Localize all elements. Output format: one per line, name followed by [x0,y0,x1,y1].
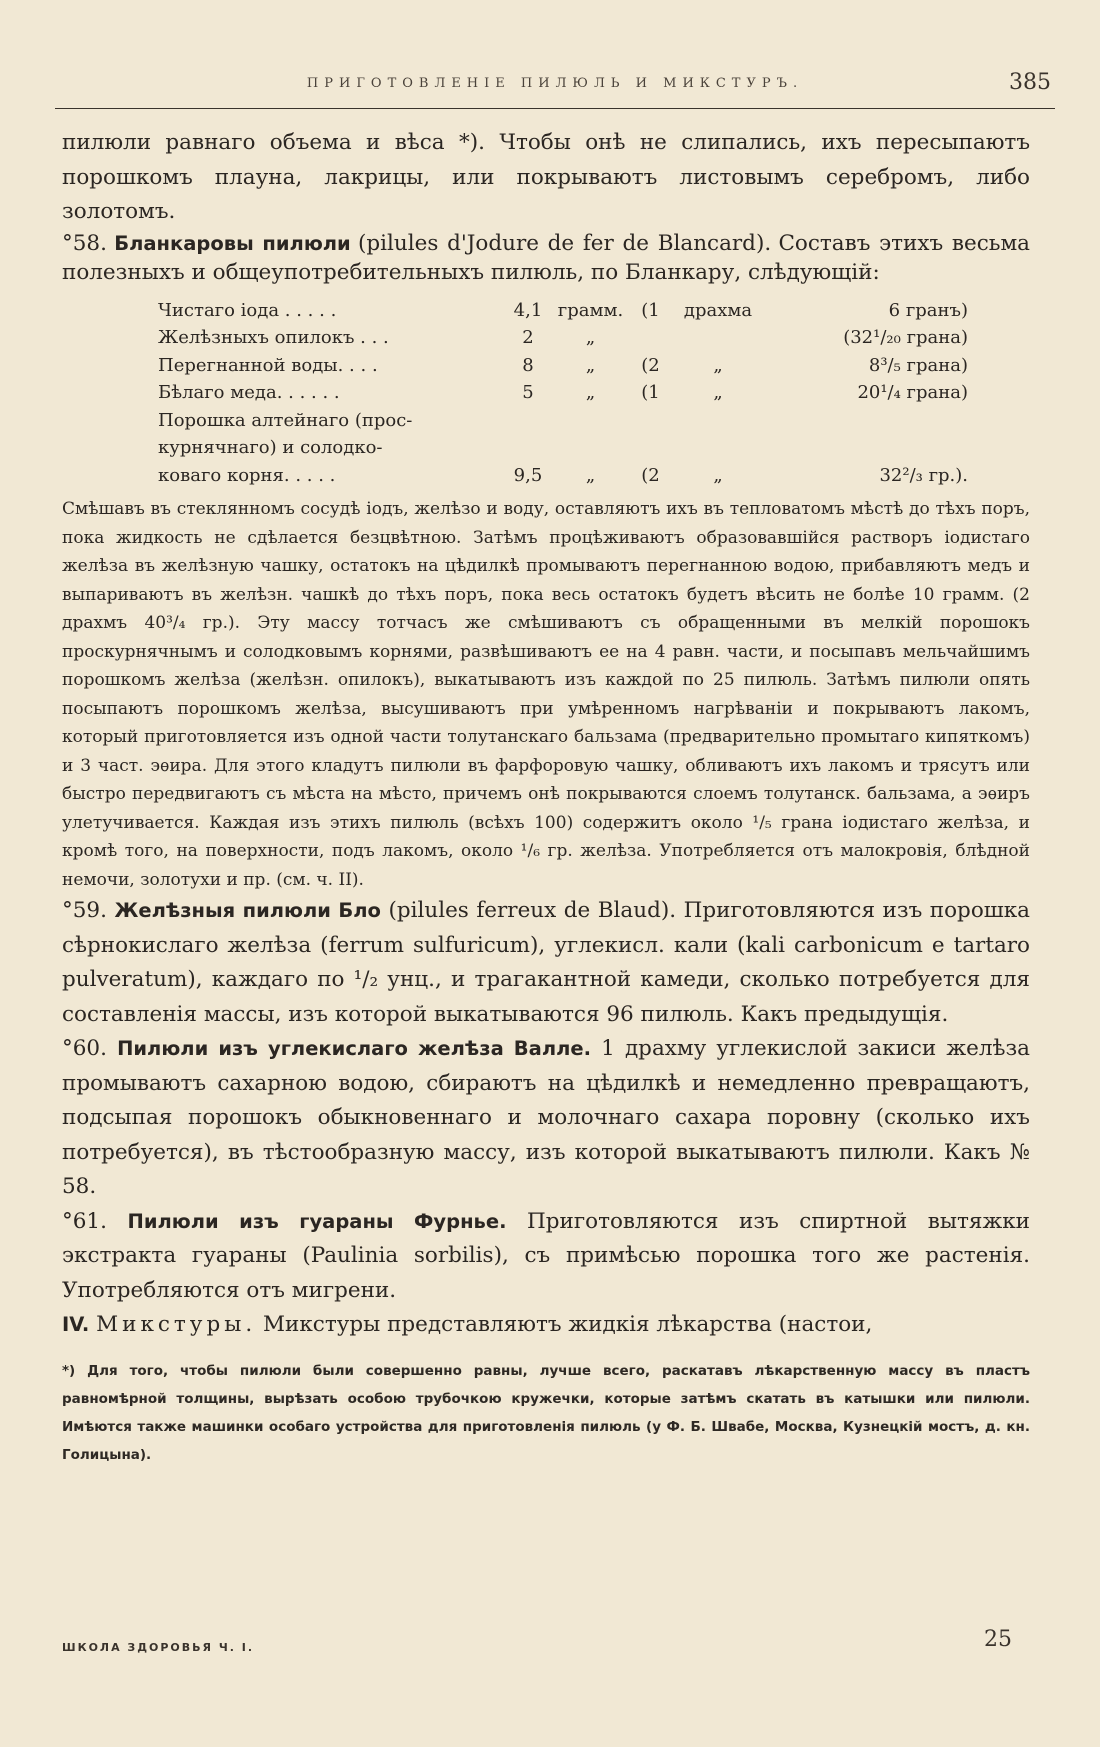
ingredient-name: курнячнаго) и солодко- [158,437,383,458]
ingredient-gr: 32²/₃ гр.). [879,464,968,486]
ingredient-unit: „ [585,327,596,348]
ingredient-unit: „ [585,464,596,486]
recipe-row [158,297,998,325]
recipe-row [158,352,998,380]
section-59-text: Приготовляются изъ порошка сѣрнокислаго желѣза (ferrum sulfuricum), углекисл. кали (kali carbonicum e tartaro pulveratum), каждаго по ¹/₂ унц., и трагакантной камеди, сколько потребуется для составленія массы, изъ которой выкатываются 96 пилюль. Какъ предыдущія. [62,898,1031,1027]
ingredient-alt: (1 [641,382,660,403]
ingredient-qty: 8 [522,354,534,376]
recipe-row [158,379,998,407]
ingredient-unit: „ [585,354,596,376]
ingredient-dr: „ [713,354,723,376]
section-60-number: °60. [62,1036,107,1061]
ingredient-unit: „ [585,382,596,403]
body-text [62,126,1030,1469]
ingredient-name: Порошка алтейнаго (прос- [158,409,413,431]
intro-paragraph: пилюли равнаго объема и вѣса *). Чтобы онѣ не слипались, ихъ пересыпаютъ порошкомъ плауна, лакрицы, или покрываютъ листовымъ серебромъ, либо золотомъ. [62,130,1030,224]
ingredient-qty: 9,5 [513,464,543,486]
section-58-text: Смѣшавъ въ стеклянномъ сосудѣ іодъ, желѣзо и воду, оставляютъ ихъ въ тепловатомъ мѣстѣ до тѣхъ поръ, пока жидкость не сдѣлается безцвѣтною. Затѣмъ процѣживаютъ образовавшійся растворъ іодистаго желѣза въ желѣзную чашку, остатокъ на цѣдилкѣ промываютъ перегнанною водою, прибавляютъ медъ и выпариваютъ въ желѣзн. чашкѣ до тѣхъ поръ, пока весь остатокъ будетъ вѣсить не болѣе 10 грамм. (2 драхмъ 40³/₄ гр.). Эту массу тотчасъ же смѣшиваютъ съ обращенными въ мелкій порошокъ проскурнячнымъ и солодковымъ корнями, развѣшиваютъ ее на 4 равн. части, и посыпавъ мельчайшимъ порошкомъ желѣза (желѣзн. опилокъ), выкатываютъ изъ каждой по 25 пилюль. Затѣмъ пилюли опять посыпаютъ порошкомъ желѣза, высушиваютъ при умѣренномъ нагрѣваніи и покрываютъ лакомъ, который приготовляется изъ одной части толутанскаго бальзама (предварительно промытаго кипяткомъ) и 3 част. эѳира. Для этого кладутъ пилюли въ фарфоровую чашку, обливаютъ ихъ лакомъ и трясутъ или быстро передвигаютъ съ мѣста на мѣсто, причемъ онѣ покрываются слоемъ толутанск. бальзама, а эѳиръ улетучивается. Каждая изъ этихъ пилюль (всѣхъ 100) содержитъ около ¹/₅ грана іодистаго желѣза, и кромѣ того, на поверхности, подъ лакомъ, около ¹/₆ гр. желѣза. Употребляется отъ малокровія, блѣдной немочи, золотухи и пр. (см. ч. II). [62,499,1030,890]
page-footer [62,1627,1030,1667]
section-4-paragraph [62,1308,1030,1343]
ingredient-gr: (32¹/₂₀ грана) [843,327,968,348]
section-61-text: Приготовляются изъ спиртной вытяжки экстракта гуараны (Paulinia sorbilis), съ примѣсью порошка того же растенія. Употребляются отъ мигрени. [62,1208,1030,1303]
ingredient-gr: 8³/₅ грана) [868,354,968,376]
recipe-row [158,324,998,352]
recipe-row [158,407,998,435]
ingredient-name: коваго корня. . . . . [158,464,336,486]
ingredient-alt: (1 [641,299,660,321]
section-59-title: Желѣзныя пилюли Бло [114,899,381,922]
section-60-paragraph [62,1032,1030,1205]
ingredient-alt: (2 [641,354,660,376]
ingredient-name: Бѣлаго меда. . . . . . [158,382,340,403]
ingredient-name: Перегнанной воды. . . . [158,354,378,376]
ingredient-gr: 20¹/₄ грана) [857,382,968,403]
section-58-lead-text: Составъ этихъ весьма полезныхъ и общеупотребительныхъ пилюль, по Бланкару, слѣдующій: [62,230,1030,285]
section-61-title: Пилюли изъ гуараны Фурнье. [127,1209,507,1233]
section-61-paragraph [62,1205,1030,1309]
section-61-number: °61. [62,1208,107,1234]
ingredient-dr: „ [713,382,723,403]
running-head [55,68,1055,109]
recipe-table [158,297,998,490]
section-58-number: °58. [62,230,107,256]
section-4-number: IV. [62,1313,90,1336]
section-59-number: °59. [62,898,107,923]
recipe-row [158,434,998,462]
ingredient-dr: „ [713,464,723,486]
section-4-title: Микстуры. [96,1312,257,1337]
ingredient-alt: (2 [641,464,660,486]
section-60-text: 1 драхму углекислой закиси желѣза промываютъ сахарною водою, сбираютъ на цѣдилкѣ и немедленно превращаютъ, подсыпая порошокъ обыкновеннаго и молочнаго сахара поровну (сколько ихъ потребуется), въ тѣстообразную массу, изъ которой выкатываютъ пилюли. Какъ № 58. [62,1036,1030,1199]
recipe-row [158,462,998,490]
section-58-title: Бланкаровы пилюли [114,231,351,255]
ingredient-qty: 4,1 [513,299,543,321]
ingredient-dr: драхма [683,299,753,321]
ingredient-name: Чистаго іода . . . . . [158,299,337,321]
section-4-text: Микстуры представляютъ жидкія лѣкарства (настои, [263,1312,873,1337]
section-60-title: Пилюли изъ углекислаго желѣза Валле. [117,1037,592,1060]
ingredient-name: Желѣзныхъ опилокъ . . . [158,327,389,348]
section-59-latin: (pilules ferreux de Blaud). [388,898,677,923]
page-number: 385 [1009,70,1051,95]
ingredient-unit: грамм. [557,299,624,321]
ingredient-qty: 5 [522,382,534,403]
ingredient-qty: 2 [522,327,534,348]
running-title: ПРИГОТОВЛЕНІЕ ПИЛЮЛЬ И МИКСТУРЪ. [306,76,804,91]
section-58-latin: (pilules d'Jodure de fer de Blancard). [358,230,772,256]
section-59-paragraph [62,894,1030,1032]
section-58-lead [62,230,1030,289]
printer-signature: ШКОЛА ЗДОРОВЬЯ Ч. I. [62,1641,255,1654]
footnote-separator [62,1343,1030,1357]
footnote: *) Для того, чтобы пилюли были совершенно равны, лучше всего, раскатавъ лѣкарственную массу въ пластъ равномѣрной толщины, вырѣзать особою трубочкою кружечки, которые затѣмъ скатать въ катышки или пилюли. Имѣются также машинки особаго устройства для приготовленія пилюль (у Ф. Б. Швабе, Москва, Кузнецкій мостъ, д. кн. Голицына). [62,1362,1030,1463]
sheet-number: 25 [984,1627,1012,1652]
ingredient-gr: 6 гранъ) [888,299,968,321]
